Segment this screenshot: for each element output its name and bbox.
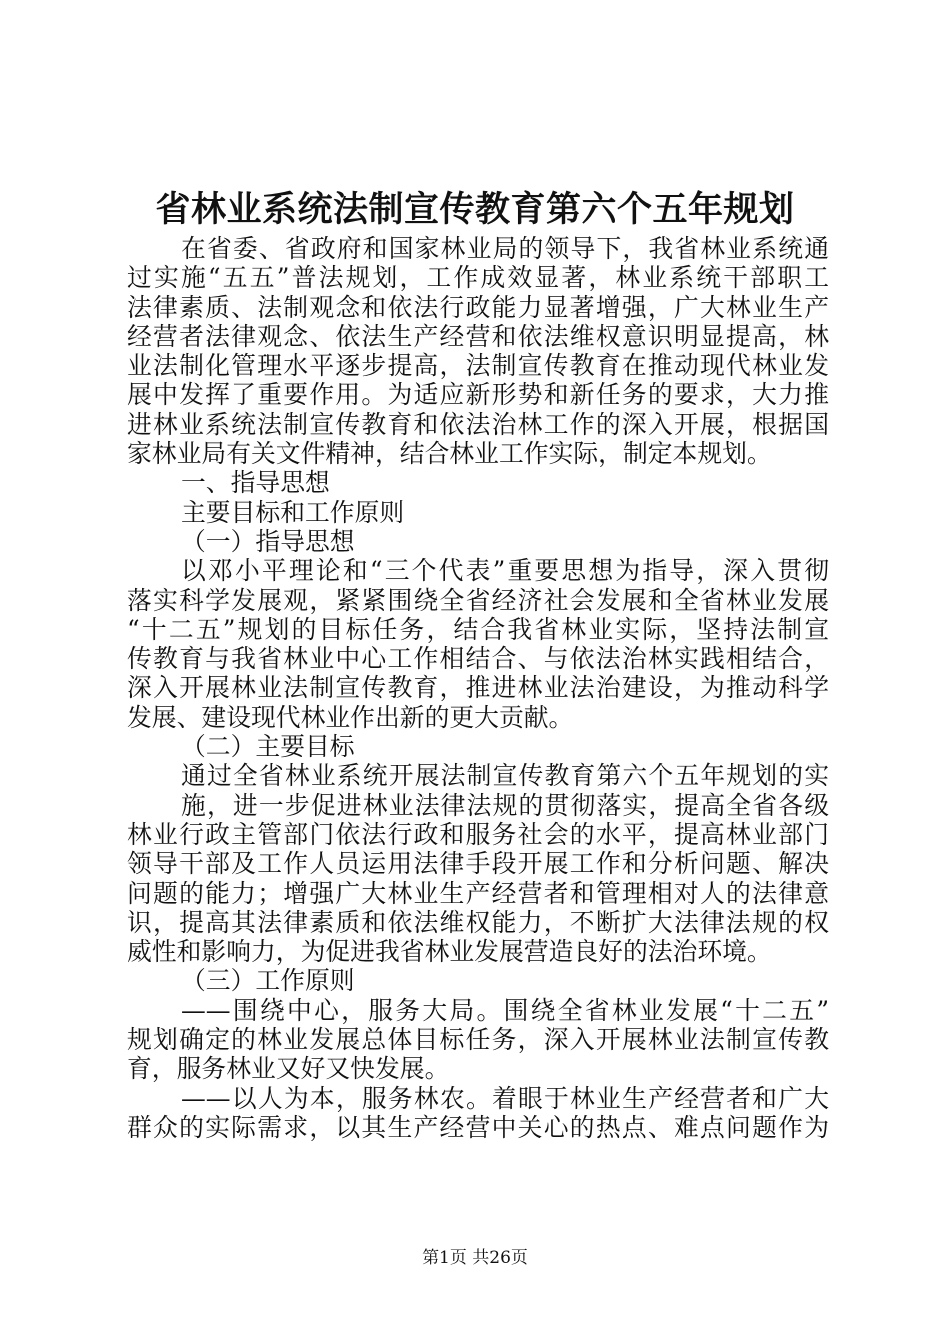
subsection-heading: （二）主要目标 (181, 732, 355, 762)
paragraph-line: 领导干部及工作人员运用法律手段开展工作和分析问题、解决 (127, 849, 829, 879)
page-number-footer: 第1页 共26页 (422, 1248, 528, 1268)
paragraph-line: 深入开展林业法制宣传教育，推进林业法治建设，为推动科学 (127, 673, 829, 703)
paragraph-line: 过实施“五五”普法规划，工作成效显著，林业系统干部职工 (127, 263, 829, 293)
paragraph-line: 育，服务林业又好又快发展。 (127, 1054, 450, 1084)
paragraph-line: 经营者法律观念、依法生产经营和依法维权意识明显提高，林 (127, 321, 829, 351)
document-title: 省林业系统法制宣传教育第六个五年规划 (155, 190, 795, 230)
document-body (127, 234, 829, 1142)
paragraph-line: 业法制化管理水平逐步提高，法制宣传教育在推动现代林业发 (127, 351, 829, 381)
paragraph-line: 通过全省林业系统开展法制宣传教育第六个五年规划的实 (181, 761, 829, 791)
paragraph-line: 进林业系统法制宣传教育和依法治林工作的深入开展，根据国 (127, 409, 829, 439)
paragraph-line: 施，进一步促进林业法律法规的贯彻落实，提高全省各级 (181, 790, 829, 820)
paragraph-line: 发展、建设现代林业作出新的更大贡献。 (127, 702, 574, 732)
paragraph-line: ——围绕中心，服务大局。围绕全省林业发展“十二五” (181, 995, 829, 1025)
paragraph-line: 群众的实际需求，以其生产经营中关心的热点、难点问题作为 (127, 1112, 829, 1142)
paragraph-line: 以邓小平理论和“三个代表”重要思想为指导，深入贯彻 (181, 556, 829, 586)
paragraph-line: “十二五”规划的目标任务，结合我省林业实际，坚持法制宣 (127, 614, 829, 644)
paragraph-line: 识，提高其法律素质和依法维权能力，不断扩大法律法规的权 (127, 907, 829, 937)
paragraph-line: 林业行政主管部门依法行政和服务社会的水平，提高林业部门 (127, 819, 829, 849)
subsection-heading: （一）指导思想 (181, 526, 355, 556)
paragraph-line: 问题的能力；增强广大林业生产经营者和管理相对人的法律意 (127, 878, 829, 908)
paragraph-line: 规划确定的林业发展总体目标任务，深入开展林业法制宣传教 (127, 1025, 829, 1055)
paragraph-line: 展中发挥了重要作用。为适应新形势和新任务的要求，大力推 (127, 380, 829, 410)
paragraph-line: 传教育与我省林业中心工作相结合、与依法治林实践相结合， (127, 644, 829, 674)
section-heading: 主要目标和工作原则 (181, 497, 405, 527)
paragraph-line: ——以人为本，服务林农。着眼于林业生产经营者和广大 (181, 1083, 829, 1113)
section-heading: 一、指导思想 (181, 468, 330, 498)
subsection-heading: （三）工作原则 (181, 966, 355, 996)
paragraph-line: 威性和影响力，为促进我省林业发展营造良好的法治环境。 (127, 937, 772, 967)
paragraph-line: 家林业局有关文件精神，结合林业工作实际，制定本规划。 (127, 439, 772, 469)
paragraph-line: 法律素质、法制观念和依法行政能力显著增强，广大林业生产 (127, 292, 829, 322)
paragraph-line: 在省委、省政府和国家林业局的领导下，我省林业系统通 (181, 234, 829, 263)
paragraph-line: 落实科学发展观，紧紧围绕全省经济社会发展和全省林业发展 (127, 585, 829, 615)
